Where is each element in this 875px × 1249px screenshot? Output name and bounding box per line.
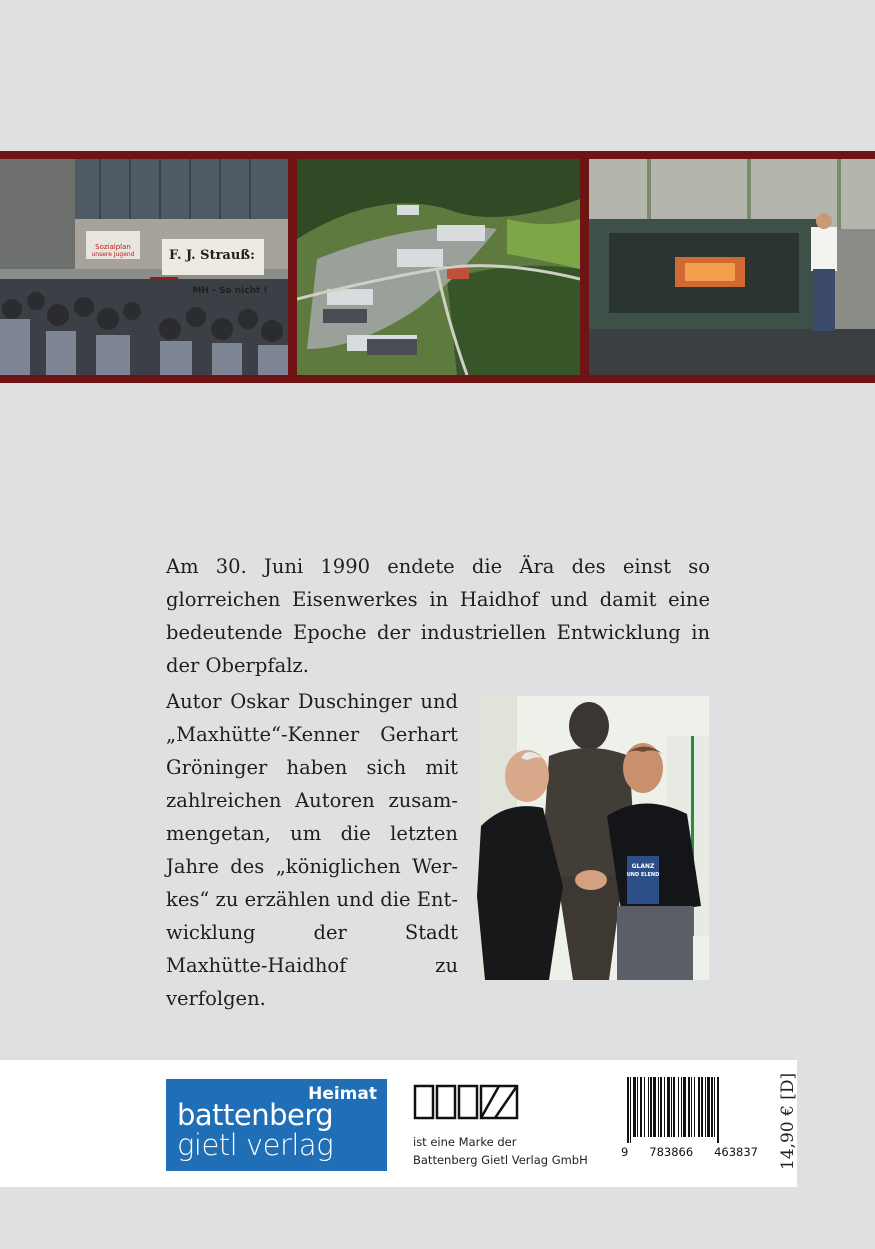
steelworks-furnace-photo	[589, 159, 875, 375]
intro-paragraph: Am 30. Juni 1990 endete die Ära des einst so glorreichen Eisenwerkes in Haidhof und damit eine bedeutende Epoche der industriellen Entwicklung in der Oberpfalz.	[166, 555, 710, 677]
protest-sign-small-2: unsere Jugend	[91, 251, 135, 258]
isbn-digits-group2: 463837	[714, 1145, 758, 1159]
brand-note-line1: ist eine Marke der	[413, 1135, 517, 1149]
publisher-name-line2: gietl verlag	[177, 1128, 334, 1162]
book-title-line2: UND ELEND	[626, 872, 660, 878]
brand-mark-icon	[413, 1083, 519, 1121]
protest-rally-photo	[0, 159, 288, 375]
publisher-name-line1: battenberg	[177, 1098, 334, 1132]
isbn-digit-first: 9	[621, 1145, 629, 1159]
isbn-digits-group1: 783866	[649, 1145, 694, 1159]
isbn-digits	[621, 1145, 758, 1159]
authors-photo	[477, 696, 709, 980]
brand-note	[413, 1133, 613, 1169]
photo-strip	[0, 151, 875, 383]
brand-note-line2: Battenberg Gietl Verlag GmbH	[413, 1153, 588, 1167]
protest-podium-text: MH - So nicht !	[192, 286, 268, 296]
price-label: 14,90 € [D]	[778, 1072, 798, 1170]
protest-sign-small: Sozialplan	[95, 243, 131, 251]
author-paragraph: Autor Oskar Duschinger und „Maxhütte“-Kenner Gerhart Gröninger haben sich mit zahlreichen Autoren zusammengetan, um die letzten Jahre des „königlichen Werkes“ zu erzählen und die Entwicklung der Stadt Maxhütte-Haidhof zu verfolgen.	[166, 690, 458, 1010]
publisher-imprint: Heimat	[308, 1084, 377, 1104]
protest-banner-text: F. J. Strauß:	[169, 248, 255, 263]
aerial-view-photo	[297, 159, 580, 375]
book-title-line1: GLANZ	[631, 863, 655, 870]
publisher-logo	[166, 1079, 387, 1171]
